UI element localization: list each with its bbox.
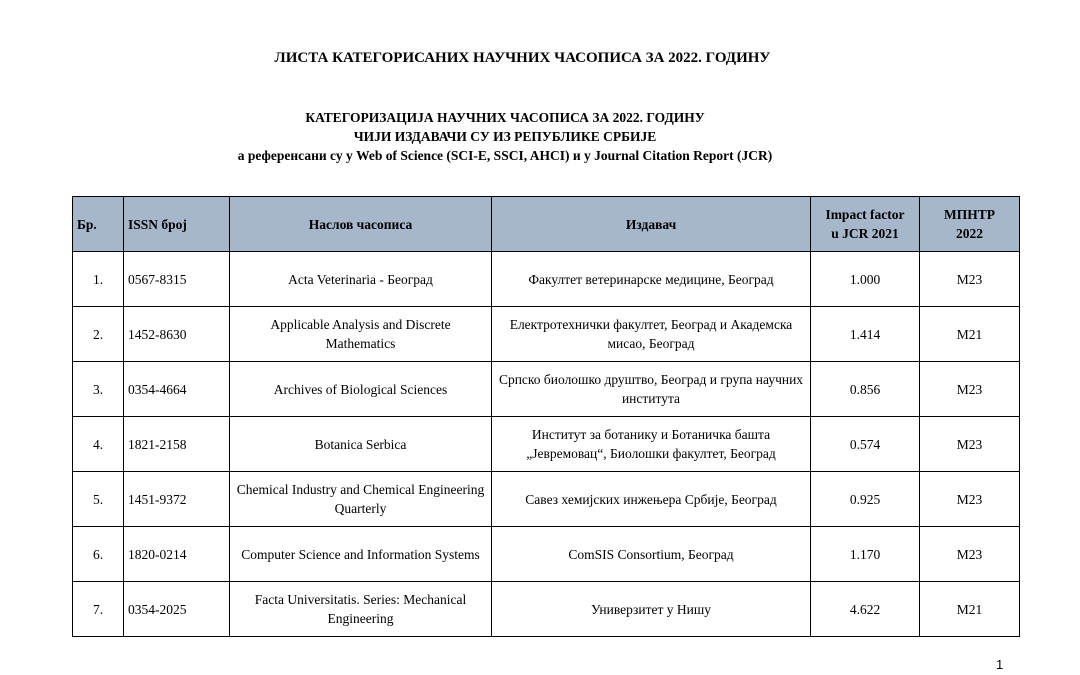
cell-issn: 0354-4664 [124, 362, 230, 417]
cell-number: 2. [73, 307, 124, 362]
table-row [73, 472, 1020, 527]
header-publisher: Издавач [492, 197, 811, 252]
cell-impact-factor: 0.856 [811, 362, 920, 417]
header-issn: ISSN број [124, 197, 230, 252]
table-body [73, 252, 1020, 637]
header-number: Бр. [73, 197, 124, 252]
subtitle-block [0, 108, 1010, 165]
table-row [73, 527, 1020, 582]
cell-journal-title: Applicable Analysis and Discrete Mathematics [230, 307, 492, 362]
table-header [73, 197, 1020, 252]
cell-number: 1. [73, 252, 124, 307]
journals-table [72, 196, 1020, 637]
cell-category: M23 [920, 362, 1020, 417]
cell-issn: 1820-0214 [124, 527, 230, 582]
cell-journal-title: Archives of Biological Sciences [230, 362, 492, 417]
cell-publisher: Електротехнички факултет, Београд и Академска мисао, Београд [492, 307, 811, 362]
cell-number: 7. [73, 582, 124, 637]
header-category [920, 197, 1020, 252]
cell-issn: 1821-2158 [124, 417, 230, 472]
header-impact-factor-line: Impact factor [825, 207, 905, 222]
cell-journal-title: Chemical Industry and Chemical Engineering Quarterly [230, 472, 492, 527]
cell-publisher: Савез хемијских инжењера Србије, Београд [492, 472, 811, 527]
header-category-line: МПНТР [944, 207, 995, 222]
cell-impact-factor: 0.925 [811, 472, 920, 527]
cell-journal-title: Computer Science and Information Systems [230, 527, 492, 582]
cell-publisher: Факултет ветеринарске медицине, Београд [492, 252, 811, 307]
cell-category: M23 [920, 417, 1020, 472]
cell-impact-factor: 1.414 [811, 307, 920, 362]
cell-category: M23 [920, 527, 1020, 582]
cell-issn: 1451-9372 [124, 472, 230, 527]
table-row [73, 252, 1020, 307]
header-impact-factor [811, 197, 920, 252]
cell-impact-factor: 1.170 [811, 527, 920, 582]
cell-number: 3. [73, 362, 124, 417]
cell-category: M23 [920, 472, 1020, 527]
cell-issn: 1452-8630 [124, 307, 230, 362]
cell-publisher: Српско биолошко друштво, Београд и група научних института [492, 362, 811, 417]
cell-number: 4. [73, 417, 124, 472]
header-impact-factor-line: u JCR 2021 [831, 226, 899, 241]
header-category-line: 2022 [956, 226, 983, 241]
table-header-row [73, 197, 1020, 252]
cell-publisher: ComSIS Consortium, Београд [492, 527, 811, 582]
cell-number: 5. [73, 472, 124, 527]
subtitle-line: КАТЕГОРИЗАЦИЈА НАУЧНИХ ЧАСОПИСА ЗА 2022. ГОДИНУ [305, 110, 705, 125]
table-row [73, 582, 1020, 637]
cell-publisher: Институт за ботанику и Ботаничка башта „Јевремовац“, Биолошки факултет, Београд [492, 417, 811, 472]
cell-issn: 0354-2025 [124, 582, 230, 637]
header-journal-title: Наслов часописа [230, 197, 492, 252]
cell-impact-factor: 4.622 [811, 582, 920, 637]
table-row [73, 307, 1020, 362]
cell-journal-title: Botanica Serbica [230, 417, 492, 472]
cell-issn: 0567-8315 [124, 252, 230, 307]
cell-category: M21 [920, 307, 1020, 362]
page-title: ЛИСТА КАТЕГОРИСАНИХ НАУЧНИХ ЧАСОПИСА ЗА 2022. ГОДИНУ [274, 50, 771, 66]
cell-publisher: Универзитет у Нишу [492, 582, 811, 637]
cell-category: M23 [920, 252, 1020, 307]
table-row [73, 417, 1020, 472]
page-number: 1 [996, 657, 1004, 672]
cell-journal-title: Acta Veterinaria - Београд [230, 252, 492, 307]
cell-category: M21 [920, 582, 1020, 637]
subtitle-line: ЧИЈИ ИЗДАВАЧИ СУ ИЗ РЕПУБЛИКЕ СРБИЈЕ [353, 129, 657, 144]
subtitle-line: а референсани су у Web of Science (SCI-E, SSCI, AHCI) и у Journal Citation Report (JCR) [237, 148, 773, 163]
cell-impact-factor: 0.574 [811, 417, 920, 472]
cell-number: 6. [73, 527, 124, 582]
table-row [73, 362, 1020, 417]
cell-impact-factor: 1.000 [811, 252, 920, 307]
cell-journal-title: Facta Universitatis. Series: Mechanical Engineering [230, 582, 492, 637]
